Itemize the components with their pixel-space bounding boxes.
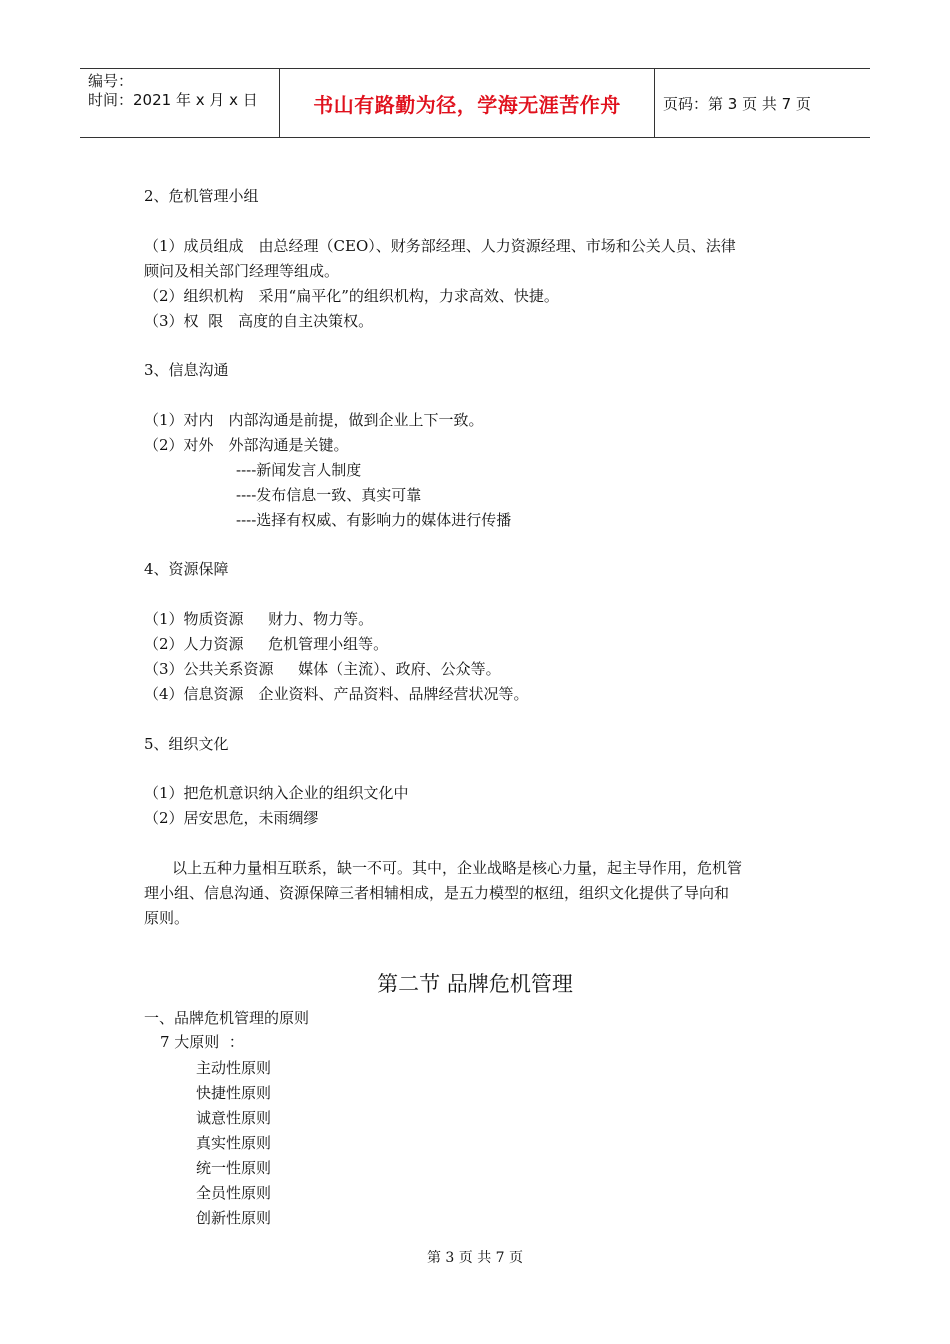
header-page-info: 页码：第 3 页 共 7 页 [663,94,811,113]
section-title-2: 2、危机管理小组 [144,187,259,205]
summary-line: 以上五种力量相互联系，缺一不可。其中，企业战略是核心力量，起主导作用，危机管 [172,859,743,877]
principle-item: 全员性原则 [196,1184,272,1202]
body-line: （3）权 限 高度的自主决策权。 [144,312,374,330]
chapter-heading: 第二节 品牌危机管理 [377,972,573,996]
principle-item: 快捷性原则 [196,1084,272,1102]
document-header [80,68,870,138]
header-motto-cell [280,69,655,137]
body-line: （4）信息资源 企业资料、产品资料、品牌经营状况等。 [144,685,529,703]
principle-item: 创新性原则 [196,1209,272,1227]
header-meta [80,69,280,137]
section-title-3: 3、信息沟通 [144,361,229,379]
principle-item: 诚意性原则 [196,1109,272,1127]
principle-item: 统一性原则 [196,1159,272,1177]
header-number: 编号： [88,72,134,90]
principle-item: 主动性原则 [196,1059,272,1077]
body-line: 顾问及相关部门经理等组成。 [144,262,340,280]
header-motto: 书山有路勤为径，学海无涯苦作舟 [313,92,621,117]
body-line: ----发布信息一致、真实可靠 [236,486,422,504]
summary-line: 理小组、信息沟通、资源保障三者相辅相成，是五力模型的枢纽，组织文化提供了导向和 [144,884,730,902]
chapter-subheading: 一、品牌危机管理的原则 [144,1009,310,1027]
section-title-5: 5、组织文化 [144,735,229,753]
body-line: （1）成员组成 由总经理（CEO）、财务部经理、人力资源经理、市场和公关人员、法律 [144,237,736,255]
principle-item: 真实性原则 [196,1134,272,1152]
page-footer: 第 3 页 共 7 页 [426,1250,524,1266]
header-date: 时间：2021 年 x 月 x 日 [88,91,258,109]
principles-label: 7 大原则 ： [160,1033,244,1051]
body-line: ----新闻发言人制度 [236,461,362,479]
section-title-4: 4、资源保障 [144,560,229,578]
body-line: （2）组织机构 采用“扁平化”的组织机构，力求高效、快捷。 [144,287,559,305]
body-line: （1）对内 内部沟通是前提，做到企业上下一致。 [144,411,484,429]
body-line: （1）把危机意识纳入企业的组织文化中 [144,784,409,802]
summary-line: 原则。 [144,909,190,927]
body-line: （3）公共关系资源 媒体（主流）、政府、公众等。 [144,660,501,678]
body-line: （1）物质资源 财力、物力等。 [144,610,374,628]
body-line: （2）对外 外部沟通是关键。 [144,436,349,454]
body-line: （2）居安思危，未雨绸缪 [144,809,319,827]
body-line: （2）人力资源 危机管理小组等。 [144,635,389,653]
body-line: ----选择有权威、有影响力的媒体进行传播 [236,511,512,529]
